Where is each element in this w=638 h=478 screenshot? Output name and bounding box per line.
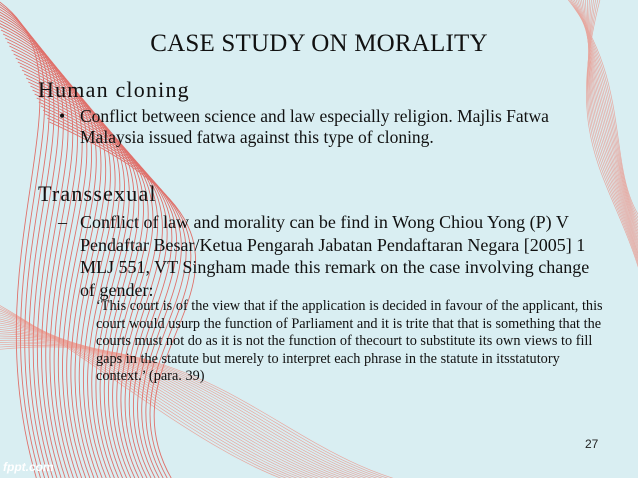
court-quote: ‘This court is of the view that if the application is decided in favour of the applicant, this court would usurp the function of Parliament and it is trite that that is something that the courts must not do as it is not the function of thecourt to substitute its own views to fill gaps in the statute but merely to interpret each phrase in the statute in itsstatutory context.’ (para. 39) bbox=[96, 298, 603, 385]
bullet-mark: • bbox=[59, 106, 66, 126]
section-heading-human-cloning: Human cloning bbox=[38, 77, 190, 102]
slide-title: CASE STUDY ON MORALITY bbox=[150, 30, 488, 57]
section-heading-transsexual: Transsexual bbox=[38, 181, 157, 206]
dash-text: Conflict of law and morality can be find in Wong Chiou Yong (P) V Pendaftar Besar/Ketua Pengarah Jabatan Pendaftaran Negara [2005] 1 MLJ 551, VT Singham made this remark on the case involving change of gender: bbox=[80, 212, 590, 300]
bullet-text: Conflict between science and law especially religion. Majlis Fatwa Malaysia issued fatwa against this type of cloning. bbox=[80, 106, 549, 147]
dash-mark: – bbox=[58, 212, 67, 232]
fppt-logo: fppt.com bbox=[3, 460, 54, 474]
page-number: 27 bbox=[585, 437, 599, 451]
